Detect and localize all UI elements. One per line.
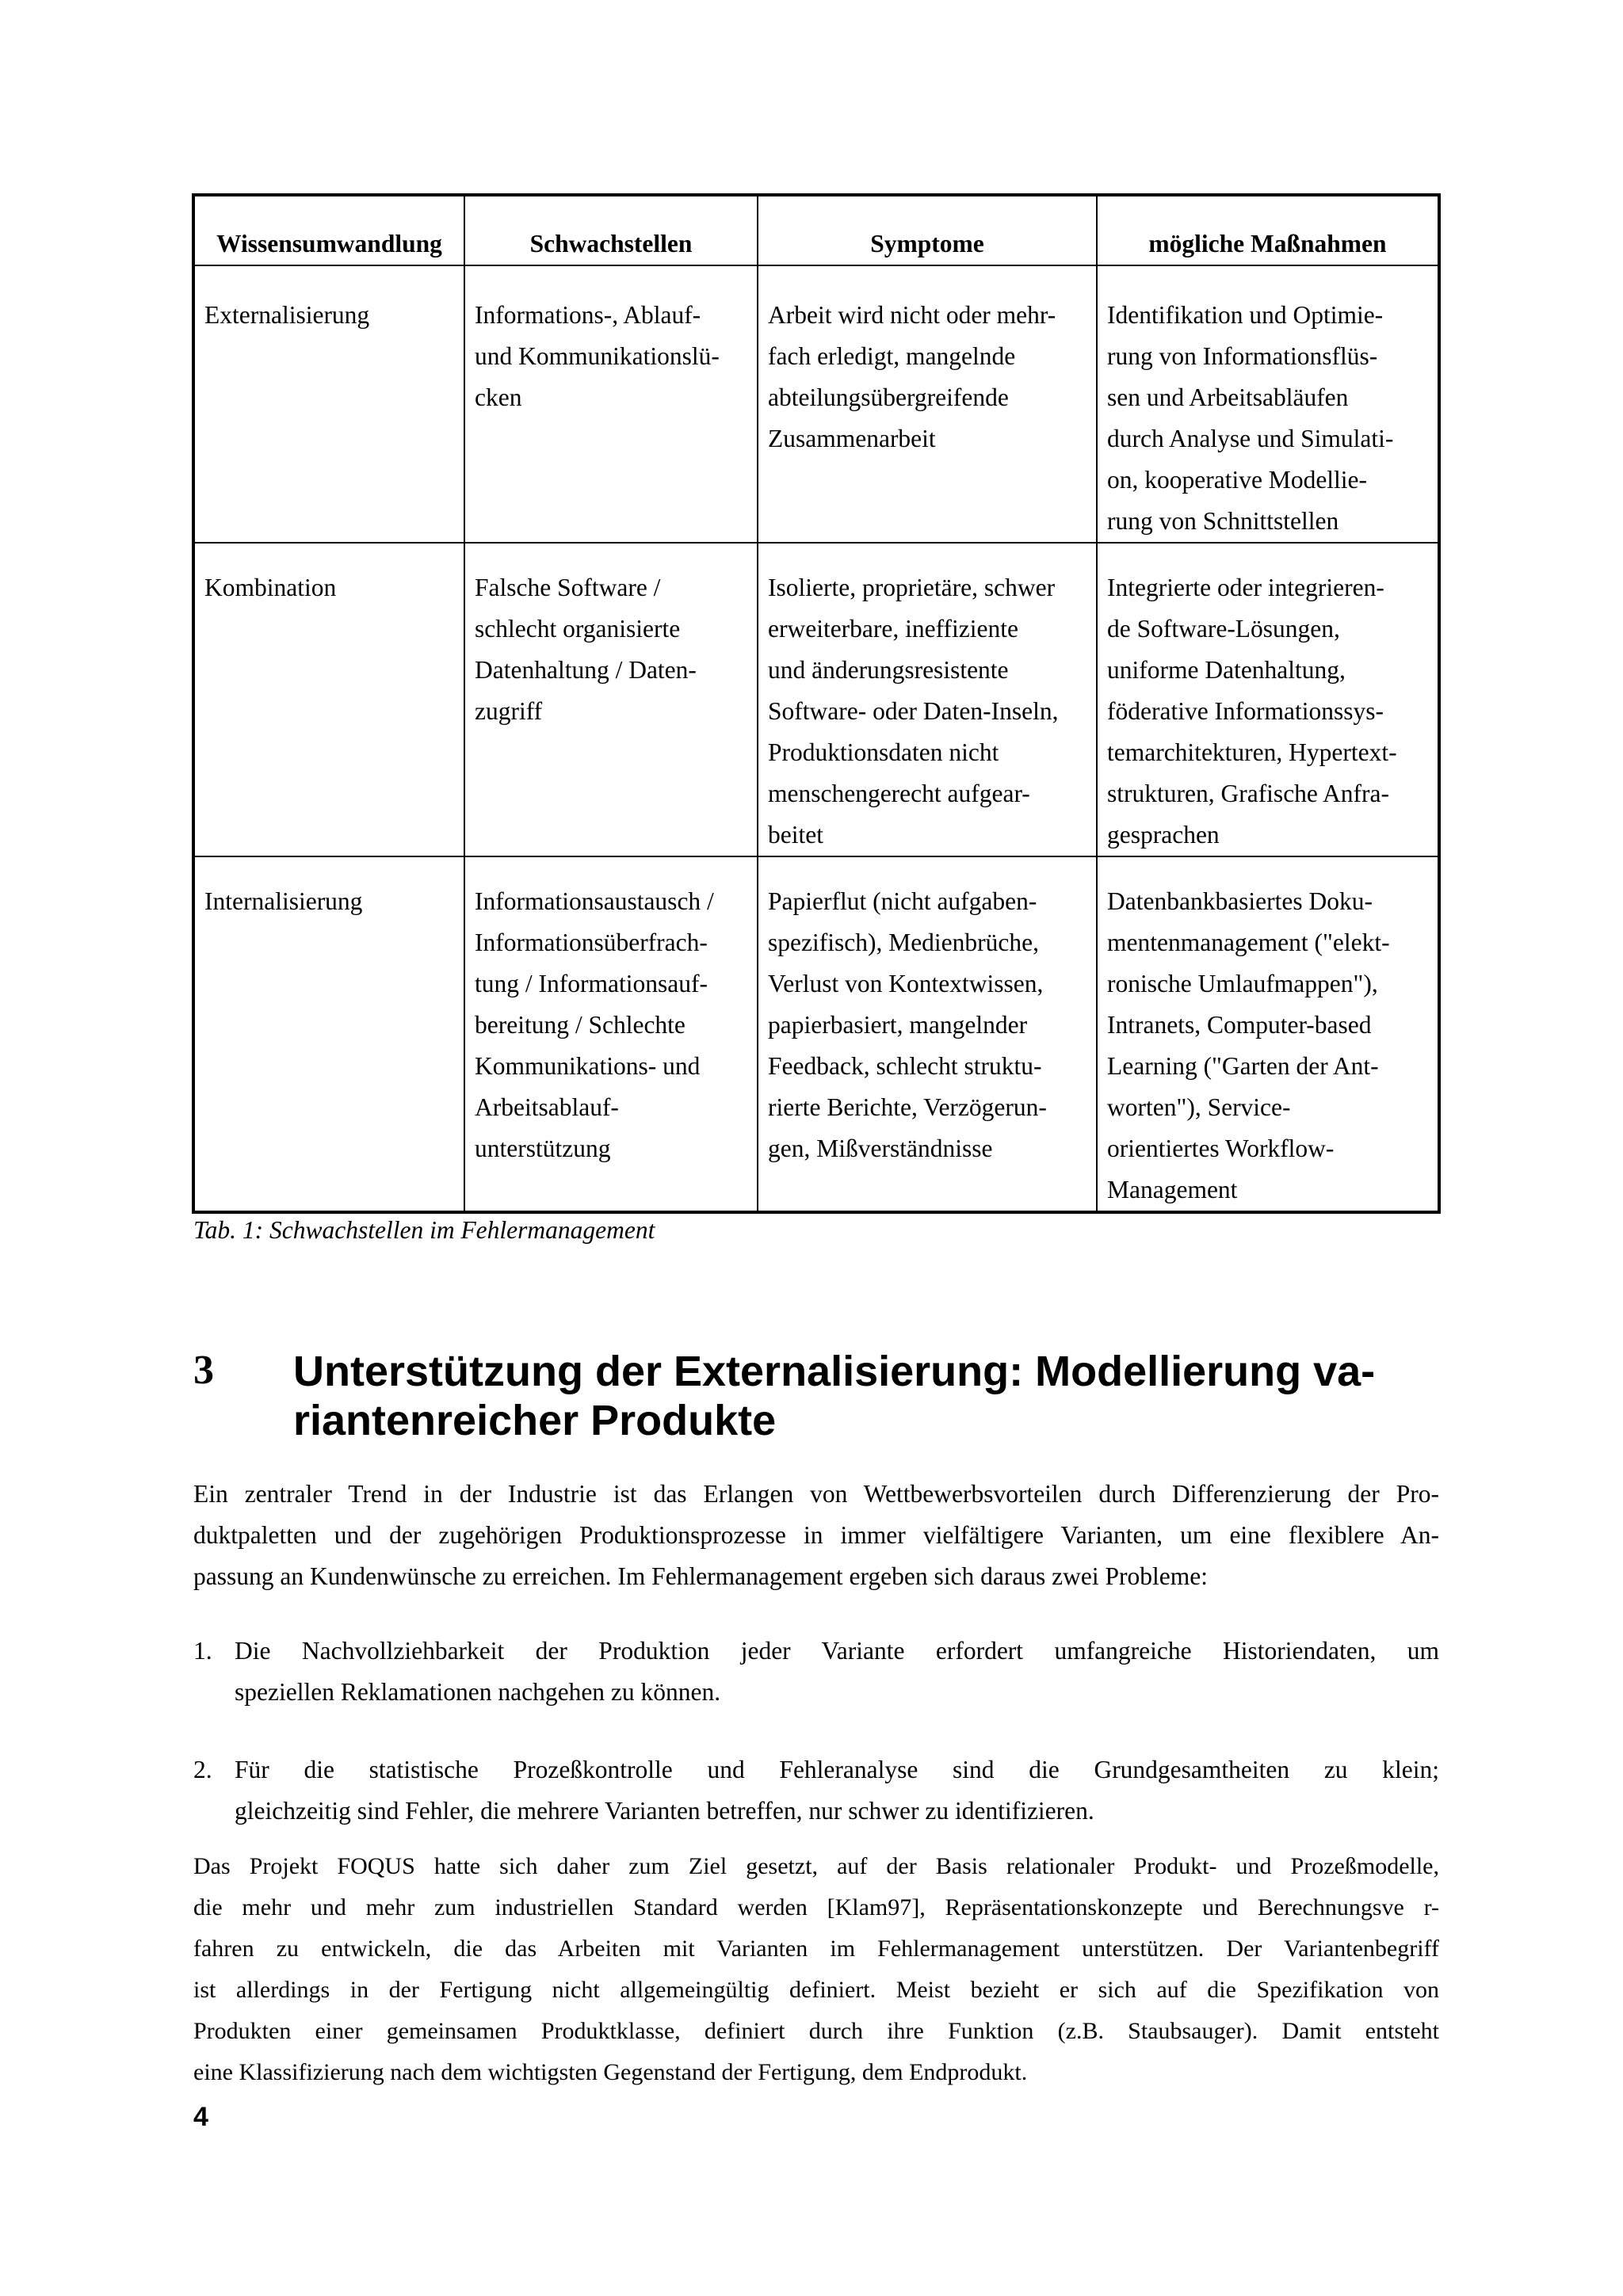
cell-line: Arbeit wird nicht oder mehr-: [768, 301, 1056, 329]
text-line: passung an Kundenwünsche zu erreichen. Im Fehlermanagement ergeben sich daraus zwei Probleme:: [193, 1562, 1208, 1590]
cell-line: Datenhaltung / Daten-: [475, 656, 697, 684]
text-line: Ein zentraler Trend in der Industrie ist das Erlangen von Wettbewerbsvorteilen durch Differenzierung der Pro-: [193, 1480, 1439, 1508]
header-massnahmen: mögliche Maßnahmen: [1097, 195, 1439, 265]
cell-line: fach erledigt, mangelnde: [768, 342, 1016, 370]
cell-line: gesprachen: [1107, 821, 1220, 849]
cell-line: ronische Umlaufmappen"),: [1107, 970, 1378, 997]
text-line: duktpaletten und der zugehörigen Produktionsprozesse in immer vielfältigere Varianten, um eine flexiblere An-: [193, 1521, 1439, 1549]
text-line: fahren zu entwickeln, die das Arbeiten mit Varianten im Fehlermanagement unterstützen. Der Variantenbegriff: [193, 1936, 1439, 1962]
cell-line: cken: [475, 383, 522, 411]
cell-line: Feedback, schlecht struktu-: [768, 1052, 1042, 1080]
cell-line: Learning ("Garten der Ant-: [1107, 1052, 1379, 1080]
cell-line: on, kooperative Modellie-: [1107, 466, 1368, 494]
paragraph-foqus: [193, 1846, 1439, 2093]
cell-line: Informationsüberfrach-: [475, 929, 708, 956]
text-line: Für die statistische Prozeßkontrolle und Fehleranalyse sind die Grundgesamtheiten zu klein;: [235, 1756, 1439, 1783]
cell-line: Management: [1107, 1176, 1238, 1203]
cell-line: strukturen, Grafische Anfra-: [1107, 780, 1389, 807]
heading-line: riantenreicher Produkte: [293, 1397, 777, 1444]
cell-line: Falsche Software /: [475, 574, 661, 601]
table-cell: [1097, 856, 1439, 1212]
cell-line: Verlust von Kontextwissen,: [768, 970, 1044, 997]
cell-line: abteilungsübergreifende: [768, 383, 1009, 411]
table-cell: [758, 856, 1097, 1212]
text-line: Das Projekt FOQUS hatte sich daher zum Ziel gesetzt, auf der Basis relationaler Produkt- und Prozeßmodelle,: [193, 1853, 1439, 1879]
table-header-row: [193, 195, 1439, 265]
cell-line: rierte Berichte, Verzögerun-: [768, 1093, 1047, 1121]
cell-line: de Software-Lösungen,: [1107, 615, 1340, 643]
header-wissensumwandlung: Wissensumwandlung: [193, 195, 464, 265]
cell-line: durch Analyse und Simulati-: [1107, 425, 1394, 452]
cell-line: schlecht organisierte: [475, 615, 681, 643]
cell-line: und Kommunikationslü-: [475, 342, 720, 370]
cell-line: Informations-, Ablauf-: [475, 301, 701, 329]
cell-line: Informationsaustausch /: [475, 887, 714, 915]
table-cell: [193, 543, 464, 856]
cell-line: bereitung / Schlechte: [475, 1011, 685, 1039]
cell-line: mentenmanagement ("elekt-: [1107, 929, 1390, 956]
cell-line: menschengerecht aufgear-: [768, 780, 1030, 807]
table-cell: [193, 856, 464, 1212]
table-row: [193, 543, 1439, 856]
cell-line: Arbeitsablauf-: [475, 1093, 619, 1121]
cell-line: Zusammenarbeit: [768, 425, 936, 452]
text-line: Die Nachvollziehbarkeit der Produktion jeder Variante erfordert umfangreiche Historiendaten, um: [235, 1637, 1439, 1665]
paragraph-intro: [193, 1474, 1439, 1597]
cell-line: und änderungsresistente: [768, 656, 1009, 684]
cell-line: Kommunikations- und: [475, 1052, 701, 1080]
cell-line: worten"), Service-: [1107, 1093, 1291, 1121]
page-number: 4: [193, 2102, 208, 2132]
table-cell: [1097, 265, 1439, 543]
table-cell: [758, 543, 1097, 856]
cell-line: rung von Schnittstellen: [1107, 507, 1339, 535]
cell-line: sen und Arbeitsabläufen: [1107, 383, 1349, 411]
table-row: [193, 265, 1439, 543]
cell-line: Produktionsdaten nicht: [768, 738, 999, 766]
cell-line: Kombination: [204, 574, 337, 601]
section-heading: [293, 1347, 1450, 1445]
cell-line: Internalisierung: [204, 887, 363, 915]
text-line: eine Klassifizierung nach dem wichtigsten Gegenstand der Fertigung, dem Endprodukt.: [193, 2059, 1028, 2085]
table-cell: [1097, 543, 1439, 856]
cell-line: Integrierte oder integrieren-: [1107, 574, 1384, 601]
text-line: gleichzeitig sind Fehler, die mehrere Varianten betreffen, nur schwer zu identifizieren.: [235, 1797, 1094, 1825]
cell-line: temarchitekturen, Hypertext-: [1107, 738, 1397, 766]
cell-line: zugriff: [475, 697, 543, 725]
list-number: 1.: [193, 1637, 212, 1665]
cell-line: spezifisch), Medienbrüche,: [768, 929, 1039, 956]
text-line: Produkten einer gemeinsamen Produktklasse, definiert durch ihre Funktion (z.B. Staubsauger). Damit entsteht: [193, 2018, 1439, 2044]
table-cell: [464, 265, 758, 543]
cell-line: Papierflut (nicht aufgaben-: [768, 887, 1037, 915]
header-schwachstellen: Schwachstellen: [464, 195, 758, 265]
cell-line: Identifikation und Optimie-: [1107, 301, 1384, 329]
header-symptome: Symptome: [758, 195, 1097, 265]
weakness-table: [192, 193, 1441, 1214]
text-line: die mehr und mehr zum industriellen Standard werden [Klam97], Repräsentationskonzepte und Berechnungsve r-: [193, 1894, 1439, 1920]
cell-line: uniforme Datenhaltung,: [1107, 656, 1346, 684]
table-cell: [464, 543, 758, 856]
list-number: 2.: [193, 1756, 212, 1783]
section-number: 3: [193, 1348, 214, 1393]
cell-line: gen, Mißverständnisse: [768, 1135, 993, 1162]
cell-line: Intranets, Computer-based: [1107, 1011, 1372, 1039]
cell-line: papierbasiert, mangelnder: [768, 1011, 1028, 1039]
table-caption: Tab. 1: Schwachstellen im Fehlermanagement: [193, 1216, 655, 1244]
text-line: ist allerdings in der Fertigung nicht allgemeingültig definiert. Meist bezieht er sich auf die Spezifikation von: [193, 1977, 1439, 2003]
cell-line: orientiertes Workflow-: [1107, 1135, 1335, 1162]
cell-line: beitet: [768, 821, 823, 849]
cell-line: unterstützung: [475, 1135, 611, 1162]
heading-line: Unterstützung der Externalisierung: Modellierung va-: [293, 1348, 1376, 1395]
text-line: speziellen Reklamationen nachgehen zu können.: [235, 1678, 721, 1706]
table-cell: [758, 265, 1097, 543]
cell-line: rung von Informationsflüs-: [1107, 342, 1378, 370]
cell-line: föderative Informationssys-: [1107, 697, 1384, 725]
cell-line: tung / Informationsauf-: [475, 970, 708, 997]
cell-line: Software- oder Daten-Inseln,: [768, 697, 1059, 725]
table-row: [193, 856, 1439, 1212]
table-cell: [464, 856, 758, 1212]
table-cell: [193, 265, 464, 543]
cell-line: Isolierte, proprietäre, schwer: [768, 574, 1056, 601]
cell-line: Datenbankbasiertes Doku-: [1107, 887, 1373, 915]
cell-line: Externalisierung: [204, 301, 370, 329]
cell-line: erweiterbare, ineffiziente: [768, 615, 1018, 643]
